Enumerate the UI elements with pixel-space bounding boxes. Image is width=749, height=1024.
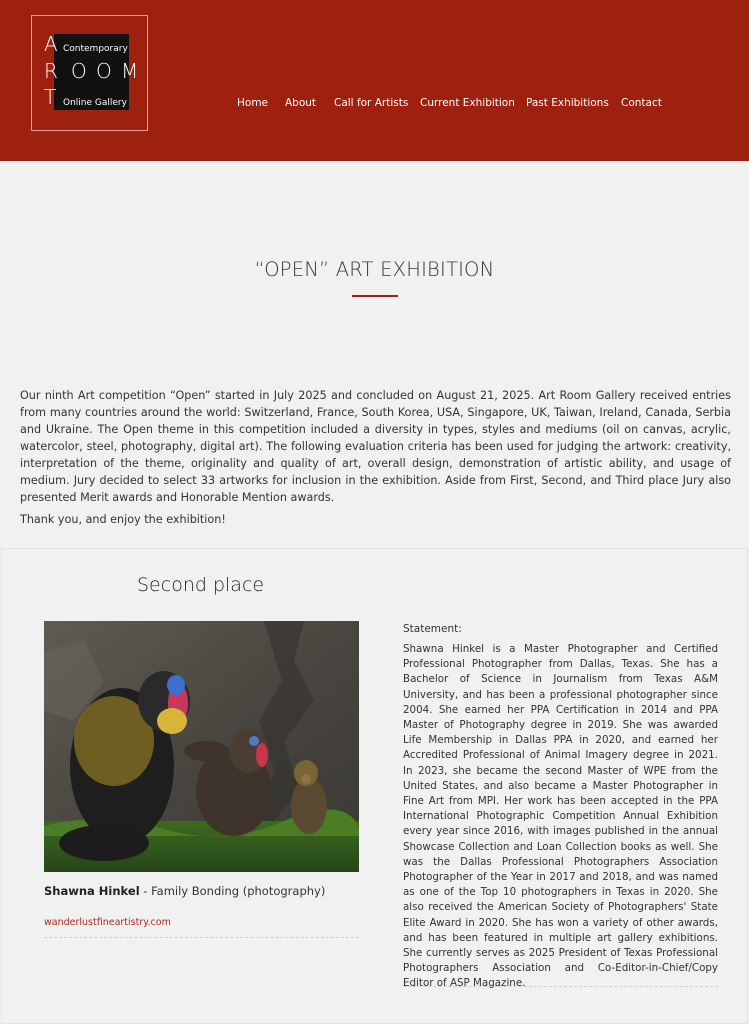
logo-letter-t: T <box>44 85 57 109</box>
logo-letter-o1: O <box>71 59 87 83</box>
artist-statement: Shawna Hinkel is a Master Photographer and Certified Professional Photographer from Dallas, Texas. She has a Bachelor of Science in Journalism from Texas A&M University, and has been a professional photographer since 2004. She earned her PPA Certification in 2014 and PPA Master of Photography degree in 2019. She was awarded Life Membership in Dallas PPA in 2020, and earned her Accredited Professional of Animal Imagery degree in 2021. In 2023, she became the second Master of WPE from the United States, and also became a Master Photographer in Fine Art from MPI. Her work has been accepted in the PPA International Photographic Competition Annual Exhibition every year since 2016, with images published in the annual Showcase Collection and Loan Collection books as well. She was the Dallas Professional Photographers Association Photographer of the Year in 2017 and 2018, and was named as one of the Top 10 photographers in Texas in 2020. She also received the American Society of Photographers' State Elite Award in 2020. She has won a variety of other awards, and has been featured in multiple art gallery exhibitions. She currently serves as 2025 President of Texas Professional Photographers Association and Co-Editor-in-Chief/Copy Editor of ASP Magazine. <box>403 643 718 990</box>
site-logo[interactable] <box>31 15 148 131</box>
logo-letter-a: A <box>44 32 58 56</box>
statement-label: Statement: <box>403 623 462 635</box>
nav-home[interactable]: Home <box>237 97 269 109</box>
nav-current-exhibition[interactable]: Current Exhibition <box>420 97 515 109</box>
main-nav <box>0 97 749 111</box>
artist-website-link[interactable]: wanderlustfineartistry.com <box>44 917 171 928</box>
logo-contemporary: Contemporary <box>63 44 128 54</box>
nav-about[interactable]: About <box>285 97 317 109</box>
title-divider <box>352 295 398 297</box>
logo-letter-r: R <box>44 59 58 83</box>
artwork-caption <box>44 883 359 900</box>
nav-contact[interactable]: Contact <box>621 97 662 109</box>
page-title: “OPEN” ART EXHIBITION <box>254 258 495 281</box>
artwork-title-medium: - Family Bonding (photography) <box>139 884 326 898</box>
nav-past-exhibitions[interactable]: Past Exhibitions <box>526 97 609 109</box>
logo-letter-o2: O <box>96 59 112 83</box>
intro-paragraph: Our ninth Art competition “Open” started in July 2025 and concluded on August 21, 2025. Art Room Gallery received entries from many countries around the world: Switzerland, France, South Korea, USA, Singapore, UK, Taiwan, Ireland, Canada, Serbia and Ukraine. The Open theme in this competition included a diversity in types, styles and mediums (oil on canvas, acrylic, watercolor, steel, photography, digital art). The following evaluation criteria has been used for judging the artwork: creativity, interpretation of the theme, originality and quality of art, overall design, demonstration of artistic ability, and usage of medium. Jury decided to select 33 artworks for inclusion in the exhibition. Aside from First, Second, and Third place Jury also presented Merit awards and Honorable Mention awards. <box>20 389 731 504</box>
caption-divider <box>44 937 359 938</box>
statement-divider <box>403 986 718 987</box>
logo-online-gallery: Online Gallery <box>63 98 127 108</box>
nav-call-for-artists[interactable]: Call for Artists <box>334 97 409 109</box>
site-header <box>0 0 749 161</box>
thanks-text: Thank you, and enjoy the exhibition! <box>20 513 226 526</box>
artist-name: Shawna Hinkel <box>44 884 140 898</box>
logo-letter-m: M <box>121 59 139 83</box>
award-heading: Second place <box>137 574 265 596</box>
artwork-photo[interactable] <box>44 621 359 872</box>
mandrill-family-image <box>44 621 359 872</box>
